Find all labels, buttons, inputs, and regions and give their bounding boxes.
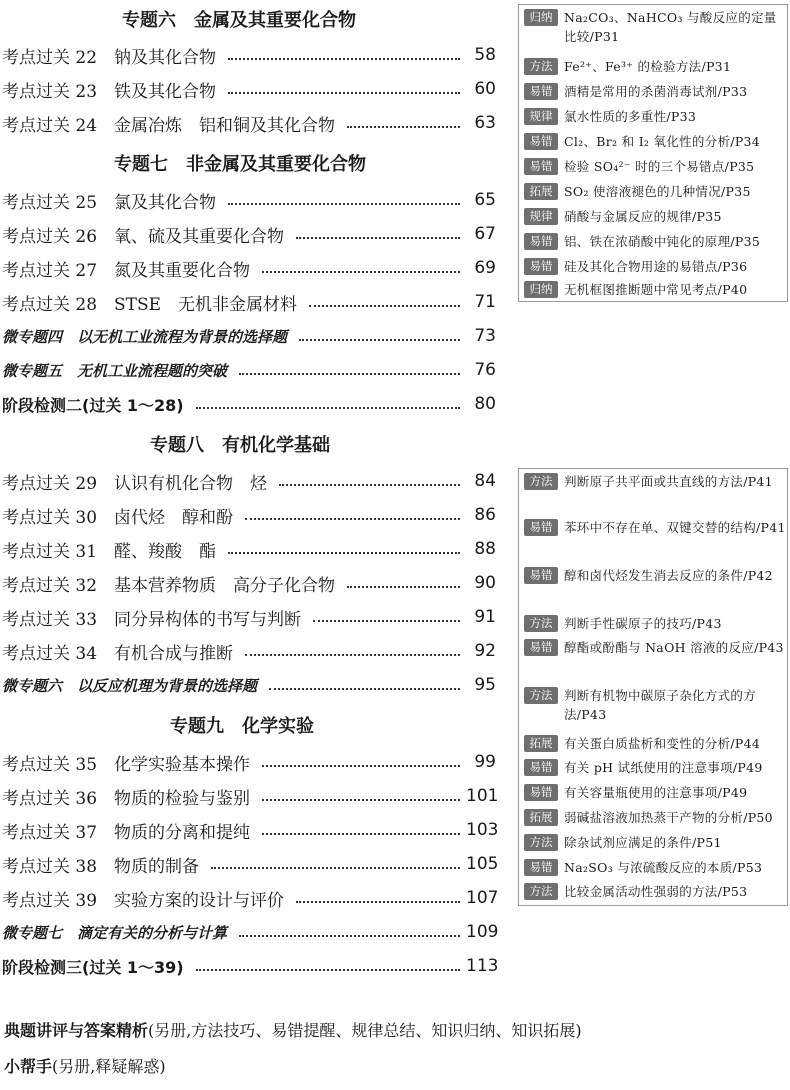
toc-page-number: 113	[466, 956, 499, 976]
toc-topic-number: 考点过关 35	[2, 754, 98, 775]
toc-title: 氮及其重要化合物	[114, 260, 250, 281]
tip-text: 有关容量瓶使用的注意事项/P49	[564, 785, 748, 800]
toc-title: 化学实验基本操作	[114, 754, 250, 775]
toc-title: 微专题四 以无机工业流程为背景的选择题	[2, 327, 288, 346]
tip-text: 醇和卤代烃发生消去反应的条件/P42	[564, 568, 773, 583]
tip-item[interactable]	[524, 207, 786, 226]
tip-text: Na₂CO₃、NaHCO₃ 与酸反应的定量比较/P31	[564, 10, 777, 44]
toc-page-number: 103	[466, 820, 499, 840]
toc-topic-number: 考点过关 28	[2, 294, 98, 315]
toc-title: 阶段检测二(过关 1～28)	[2, 395, 184, 415]
tip-category-badge: 易错	[524, 83, 558, 100]
toc-title: 实验方案的设计与评价	[114, 890, 284, 911]
tip-item[interactable]	[524, 82, 786, 101]
toc-page-number: 60	[474, 79, 496, 99]
toc-topic-number: 考点过关 32	[2, 575, 98, 596]
footer-answer-booklet-note	[4, 1018, 582, 1041]
toc-topic-number: 考点过关 22	[2, 47, 98, 68]
toc-topic-number: 考点过关 24	[2, 115, 98, 136]
tip-category-badge: 易错	[524, 859, 558, 876]
tip-category-badge: 规律	[524, 208, 558, 225]
toc-row[interactable]	[2, 747, 496, 777]
toc-page-number: 67	[474, 224, 496, 244]
dot-leader	[309, 305, 460, 307]
toc-page-number: 107	[466, 888, 499, 908]
tip-category-badge: 易错	[524, 258, 558, 275]
toc-topic-number: 考点过关 36	[2, 788, 98, 809]
tip-text: Cl₂、Br₂ 和 I₂ 氧化性的分析/P34	[564, 134, 761, 149]
toc-row[interactable]	[2, 815, 499, 845]
toc-page-number: 86	[474, 505, 496, 525]
tip-category-badge: 方法	[524, 58, 558, 75]
tip-item[interactable]	[524, 638, 786, 657]
dot-leader	[262, 271, 460, 273]
toc-title: 微专题七 滴定有关的分析与计算	[2, 923, 228, 942]
toc-title: 铁及其化合物	[114, 81, 216, 102]
tip-text: 苯环中不存在单、双键交替的结构/P41	[564, 520, 786, 535]
toc-page-number: 80	[474, 394, 496, 414]
tip-item[interactable]	[524, 808, 786, 827]
toc-title: 物质的制备	[114, 856, 199, 877]
toc-title: 氯及其化合物	[114, 192, 216, 213]
tip-text: 硝酸与金属反应的规律/P35	[564, 209, 722, 224]
toc-topic-number: 考点过关 37	[2, 822, 98, 843]
dot-leader	[239, 373, 460, 375]
toc-title: 钠及其化合物	[114, 47, 216, 68]
tip-text: 硅及其化合物用途的易错点/P36	[564, 259, 748, 274]
dot-leader	[239, 935, 460, 937]
tip-category-badge: 方法	[524, 883, 558, 900]
tip-text: 判断手性碳原子的技巧/P43	[564, 616, 722, 631]
toc-row-micro-topic[interactable]	[2, 670, 496, 700]
dot-leader	[279, 484, 460, 486]
tip-category-badge: 拓展	[524, 809, 558, 826]
tip-category-badge: 归纳	[524, 9, 558, 26]
toc-row[interactable]	[2, 287, 496, 317]
tip-category-badge: 方法	[524, 834, 558, 851]
tip-text: 除杂试剂应满足的条件/P51	[564, 835, 722, 850]
dot-leader	[228, 552, 460, 554]
toc-title: STSE 无机非金属材料	[114, 294, 298, 315]
chapter-heading: 专题八 有机化学基础	[150, 435, 330, 456]
tip-item[interactable]	[524, 182, 786, 201]
tip-item[interactable]	[524, 57, 786, 76]
toc-page-number: 63	[474, 113, 496, 133]
tip-category-badge: 规律	[524, 108, 558, 125]
tip-category-badge: 易错	[524, 639, 558, 656]
dot-leader	[296, 901, 460, 903]
tip-item[interactable]	[524, 758, 786, 777]
tip-text: 检验 SO₄²⁻ 时的三个易错点/P35	[564, 159, 755, 174]
tip-text: 酒精是常用的杀菌消毒试剂/P33	[564, 84, 748, 99]
toc-page-number: 73	[474, 326, 496, 346]
toc-row[interactable]	[2, 40, 496, 70]
toc-topic-number: 考点过关 29	[2, 473, 98, 494]
tip-category-badge: 拓展	[524, 735, 558, 752]
tip-item[interactable]	[524, 257, 786, 276]
toc-title: 有机合成与推断	[114, 643, 233, 664]
dot-leader	[296, 237, 460, 239]
tip-category-badge: 易错	[524, 158, 558, 175]
toc-row[interactable]	[2, 883, 499, 913]
tip-category-badge: 易错	[524, 519, 558, 536]
tip-item[interactable]	[524, 734, 786, 753]
toc-page-number: 99	[474, 752, 496, 772]
toc-title: 微专题六 以反应机理为背景的选择题	[2, 676, 258, 695]
dot-leader	[347, 586, 460, 588]
tip-category-badge: 方法	[524, 615, 558, 632]
toc-page-number: 76	[474, 360, 496, 380]
tip-text: 判断原子共平面或共直线的方法/P41	[564, 474, 773, 489]
tip-item[interactable]	[524, 280, 786, 299]
toc-title: 物质的分离和提纯	[114, 822, 250, 843]
tip-category-badge: 归纳	[524, 281, 558, 298]
toc-topic-number: 考点过关 33	[2, 609, 98, 630]
toc-page-number: 95	[474, 675, 496, 695]
dot-leader	[245, 654, 460, 656]
toc-topic-number: 考点过关 27	[2, 260, 98, 281]
toc-page-number: 65	[474, 190, 496, 210]
dot-leader	[196, 407, 460, 409]
toc-page-number: 92	[474, 641, 496, 661]
tip-item[interactable]	[524, 783, 786, 802]
toc-topic-number: 考点过关 38	[2, 856, 98, 877]
tip-category-badge: 易错	[524, 567, 558, 584]
dot-leader	[211, 867, 460, 869]
dot-leader	[228, 58, 460, 60]
tip-category-badge: 易错	[524, 233, 558, 250]
tip-item[interactable]	[524, 858, 786, 877]
toc-page-number: 58	[474, 45, 496, 65]
toc-topic-number: 考点过关 26	[2, 226, 98, 247]
toc-topic-number: 考点过关 31	[2, 541, 98, 562]
chapter-heading: 专题七 非金属及其重要化合物	[114, 154, 366, 175]
tip-category-badge: 拓展	[524, 183, 558, 200]
toc-title: 认识有机化合物 烃	[114, 473, 267, 494]
chapter-heading: 专题九 化学实验	[170, 716, 314, 737]
toc-topic-number: 考点过关 30	[2, 507, 98, 528]
tip-text: 氯水性质的多重性/P33	[564, 109, 697, 124]
footer-booklet-title: 典题讲评与答案精析	[4, 1021, 149, 1040]
tip-text: Fe²⁺、Fe³⁺ 的检验方法/P31	[564, 59, 732, 74]
chapter-heading: 专题六 金属及其重要化合物	[122, 10, 356, 31]
toc-row[interactable]	[2, 185, 496, 215]
dot-leader	[245, 518, 460, 520]
tip-item[interactable]	[524, 614, 786, 633]
tip-text: 判断有机物中碳原子杂化方式的方法/P43	[564, 688, 757, 722]
toc-title: 微专题五 无机工业流程题的突破	[2, 361, 228, 380]
dot-leader	[347, 126, 460, 128]
toc-page-number: 109	[466, 922, 499, 942]
toc-title: 基本营养物质 高分子化合物	[114, 575, 335, 596]
tip-text: 铝、铁在浓硝酸中钝化的原理/P35	[564, 234, 761, 249]
toc-title: 阶段检测三(过关 1～39)	[2, 957, 184, 977]
footer-booklet-desc: (另册,方法技巧、易错提醒、规律总结、知识归纳、知识拓展)	[148, 1021, 582, 1040]
toc-row[interactable]	[2, 466, 496, 496]
dot-leader	[228, 92, 460, 94]
toc-page-number: 105	[466, 854, 499, 874]
dot-leader	[262, 833, 460, 835]
dot-leader	[299, 339, 460, 341]
tip-text: Na₂SO₃ 与浓硫酸反应的本质/P53	[564, 860, 763, 875]
dot-leader	[262, 765, 460, 767]
footer-helper-title: 小帮手	[4, 1057, 53, 1076]
tip-category-badge: 方法	[524, 473, 558, 490]
toc-title: 同分异构体的书写与判断	[114, 609, 301, 630]
tip-item[interactable]	[524, 232, 786, 251]
toc-row[interactable]	[2, 253, 496, 283]
footer-helper-note	[4, 1054, 166, 1077]
dot-leader	[196, 969, 460, 971]
tip-item[interactable]	[524, 518, 786, 537]
toc-row[interactable]	[2, 781, 499, 811]
toc-row[interactable]	[2, 602, 496, 632]
toc-row[interactable]	[2, 108, 496, 138]
toc-page-number: 91	[474, 607, 496, 627]
toc-row[interactable]	[2, 534, 496, 564]
tip-item[interactable]	[524, 157, 786, 176]
toc-page-number: 88	[474, 539, 496, 559]
tip-text: 无机框图推断题中常见考点/P40	[564, 282, 748, 297]
dot-leader	[269, 688, 460, 690]
tip-item[interactable]	[524, 132, 786, 151]
tip-item[interactable]	[524, 833, 786, 852]
toc-row[interactable]	[2, 636, 496, 666]
tip-item[interactable]	[524, 472, 786, 491]
tip-category-badge: 方法	[524, 687, 558, 704]
toc-row-micro-topic[interactable]	[2, 917, 499, 947]
tip-text: 醇酯或酚酯与 NaOH 溶液的反应/P43	[564, 640, 784, 655]
footer-helper-desc: (另册,释疑解惑)	[52, 1057, 166, 1076]
toc-row-micro-topic[interactable]	[2, 321, 496, 351]
tip-item[interactable]	[524, 566, 786, 585]
toc-topic-number: 考点过关 34	[2, 643, 98, 664]
toc-row-stage-test[interactable]	[2, 389, 496, 419]
toc-page-number: 90	[474, 573, 496, 593]
tip-text: 有关蛋白质盐析和变性的分析/P44	[564, 736, 761, 751]
tip-category-badge: 易错	[524, 784, 558, 801]
toc-row[interactable]	[2, 500, 496, 530]
toc-page-number: 71	[474, 292, 496, 312]
toc-page-number: 69	[474, 258, 496, 278]
toc-row[interactable]	[2, 849, 499, 879]
toc-row[interactable]	[2, 219, 496, 249]
tip-item[interactable]	[524, 882, 786, 901]
toc-title: 醛、羧酸 酯	[114, 541, 216, 562]
dot-leader	[313, 620, 460, 622]
dot-leader	[262, 799, 460, 801]
toc-topic-number: 考点过关 23	[2, 81, 98, 102]
toc-row[interactable]	[2, 568, 496, 598]
tip-item[interactable]	[524, 107, 786, 126]
toc-row-stage-test[interactable]	[2, 951, 499, 981]
tip-text: 有关 pH 试纸使用的注意事项/P49	[564, 760, 763, 775]
tip-text: 比较金属活动性强弱的方法/P53	[564, 884, 748, 899]
tip-category-badge: 易错	[524, 133, 558, 150]
toc-title: 物质的检验与鉴别	[114, 788, 250, 809]
tip-item[interactable]	[524, 686, 786, 724]
toc-title: 金属冶炼 铝和铜及其化合物	[114, 115, 335, 136]
tip-text: 弱碱盐溶液加热蒸干产物的分析/P50	[564, 810, 773, 825]
tip-item[interactable]	[524, 8, 786, 46]
toc-topic-number: 考点过关 25	[2, 192, 98, 213]
dot-leader	[228, 203, 460, 205]
toc-row[interactable]	[2, 74, 496, 104]
toc-title: 氧、硫及其重要化合物	[114, 226, 284, 247]
toc-title: 卤代烃 醇和酚	[114, 507, 233, 528]
tip-category-badge: 易错	[524, 759, 558, 776]
toc-topic-number: 考点过关 39	[2, 890, 98, 911]
toc-page-number: 101	[466, 786, 499, 806]
toc-page-number: 84	[474, 471, 496, 491]
toc-row-micro-topic[interactable]	[2, 355, 496, 385]
tip-text: SO₂ 使溶液褪色的几种情况/P35	[564, 184, 751, 199]
